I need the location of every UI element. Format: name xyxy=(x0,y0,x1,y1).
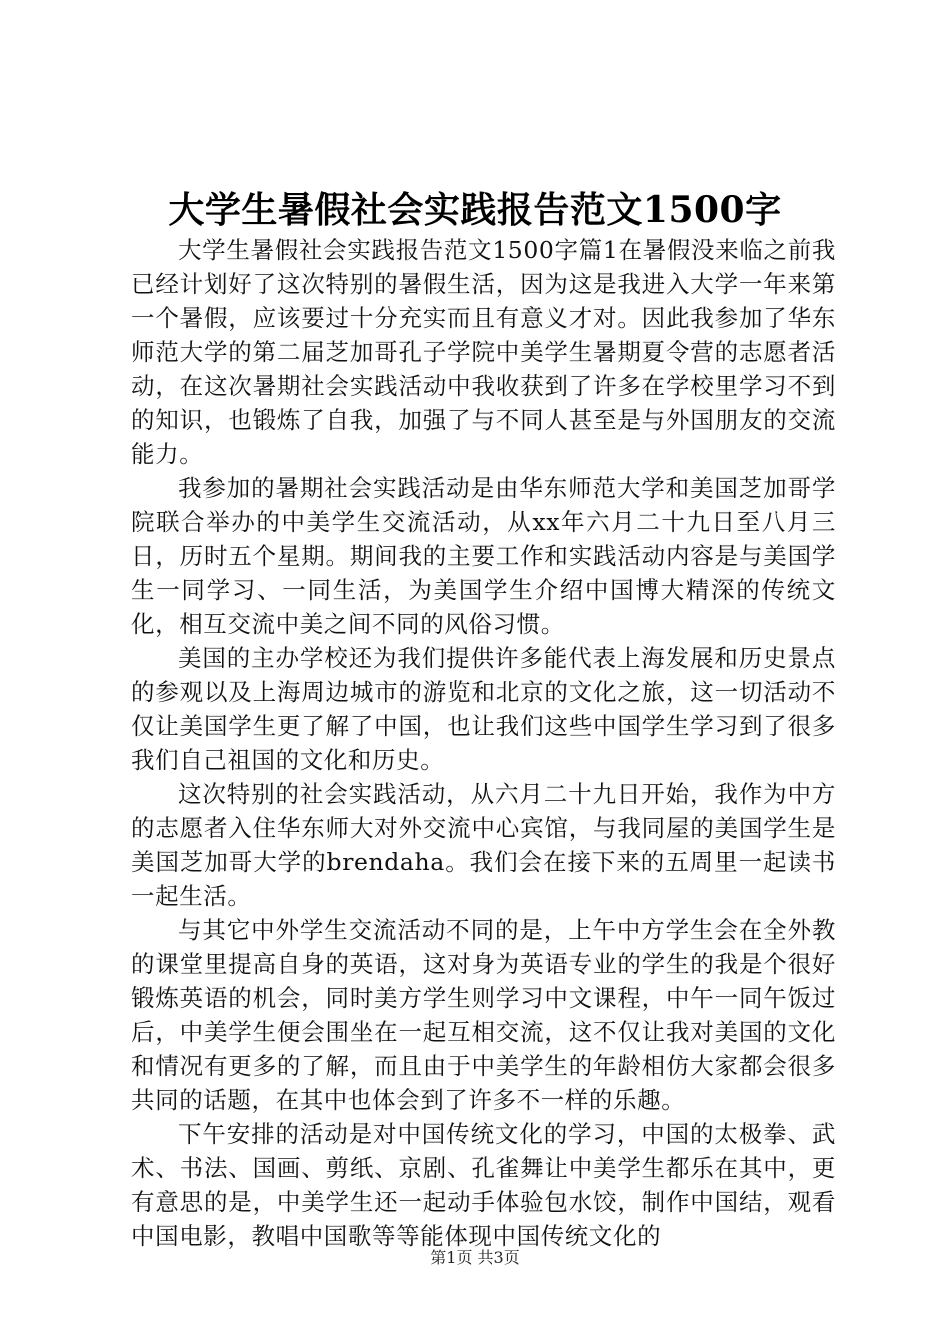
document-body xyxy=(131,233,836,1253)
paragraph: 美国的主办学校还为我们提供许多能代表上海发展和历史景点的参观以及上海周边城市的游览和北京的文化之旅，这一切活动不仅让美国学生更了解了中国，也让我们这些中国学生学习到了很多我们自己祖国的文化和历史。 xyxy=(131,644,836,774)
paragraph: 下午安排的活动是对中国传统文化的学习，中国的太极拳、武术、书法、国画、剪纸、京剧、孔雀舞让中美学生都乐在其中，更有意思的是，中美学生还一起动手体验包水饺，制作中国结，观看中国电影，教唱中国歌等等能体现中国传统文化的 xyxy=(131,1120,836,1250)
document-title: 大学生暑假社会实践报告范文1500字 xyxy=(168,189,782,231)
paragraph: 这次特别的社会实践活动，从六月二十九日开始，我作为中方的志愿者入住华东师大对外交流中心宾馆，与我同屋的美国学生是美国芝加哥大学的brendaha。我们会在接下来的五周里一起读书一起生活。 xyxy=(131,780,836,910)
page-footer: 第1页 共3页 xyxy=(430,1248,520,1267)
paragraph: 我参加的暑期社会实践活动是由华东师范大学和美国芝加哥学院联合举办的中美学生交流活动，从xx年六月二十九日至八月三日，历时五个星期。期间我的主要工作和实践活动内容是与美国学生一同学习、一同生活，为美国学生介绍中国博大精深的传统文化，相互交流中美之间不同的风俗习惯。 xyxy=(131,474,836,638)
paragraph: 与其它中外学生交流活动不同的是，上午中方学生会在全外教的课堂里提高自身的英语，这对身为英语专业的学生的我是个很好锻炼英语的机会，同时美方学生则学习中文课程，中午一同午饭过后，中美学生便会围坐在一起互相交流，这不仅让我对美国的文化和情况有更多的了解，而且由于中美学生的年龄相仿大家都会很多共同的话题，在其中也体会到了许多不一样的乐趣。 xyxy=(131,916,836,1114)
paragraph: 大学生暑假社会实践报告范文1500字篇1在暑假没来临之前我已经计划好了这次特别的暑假生活，因为这是我进入大学一年来第一个暑假，应该要过十分充实而且有意义才对。因此我参加了华东师范大学的第二届芝加哥孔子学院中美学生暑期夏令营的志愿者活动，在这次暑期社会实践活动中我收获到了许多在学校里学习不到的知识，也锻炼了自我，加强了与不同人甚至是与外国朋友的交流能力。 xyxy=(131,236,836,468)
